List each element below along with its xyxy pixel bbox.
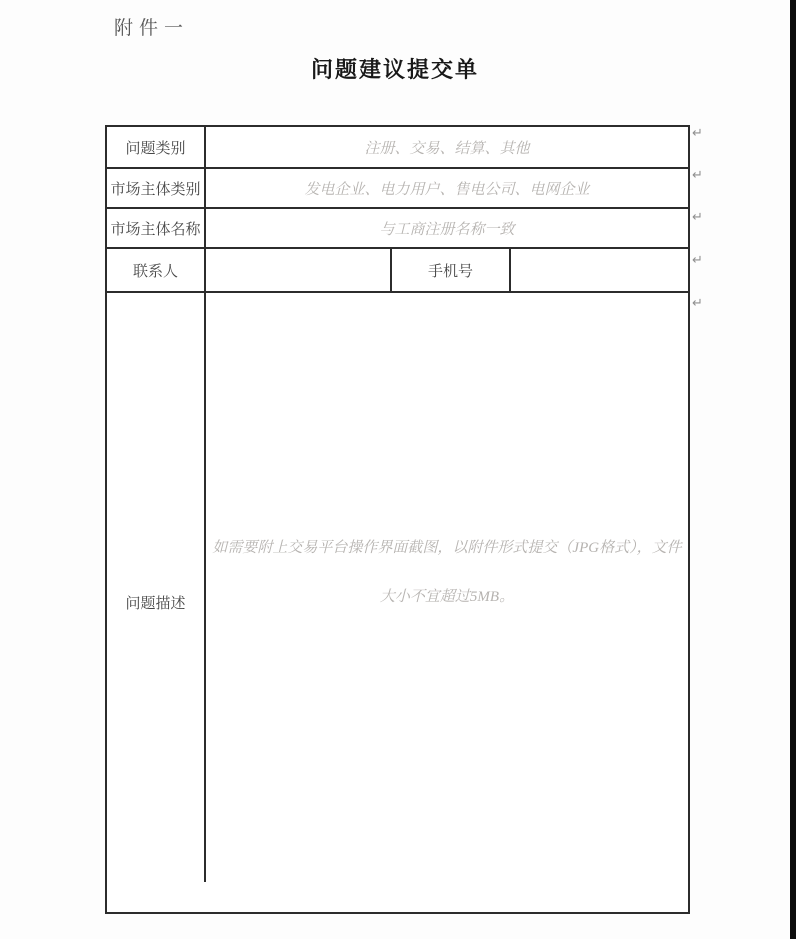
submission-form-table (105, 125, 690, 914)
page-title: 问题建议提交单 (310, 57, 479, 82)
issue-category-label: 问题类别 (125, 140, 186, 157)
paragraph-mark-icon: ↵ (692, 296, 703, 311)
table-row-market-entity-category (107, 167, 688, 207)
market-entity-name-label: 市场主体名称 (110, 221, 201, 238)
market-entity-category-label: 市场主体类别 (110, 181, 201, 198)
attachment-label: 附件一 (114, 18, 190, 39)
paragraph-mark-icon: ↵ (692, 168, 703, 183)
table-row-market-entity-name (107, 207, 688, 247)
table-row-issue-category (107, 127, 688, 167)
screenshot-right-edge-strip (790, 0, 796, 939)
issue-category-value: 注册、交易、结算、其他 (204, 127, 688, 167)
contact-person-label: 联系人 (132, 263, 178, 280)
paragraph-mark-icon: ↵ (692, 253, 703, 268)
paragraph-mark-icon: ↵ (692, 210, 703, 225)
issue-description-value: 如需要附上交易平台操作界面截图，以附件形式提交（JPG格式），文件大小不宜超过5MB。 (204, 263, 688, 882)
issue-description-label: 问题描述 (125, 596, 186, 612)
market-entity-name-value: 与工商注册名称一致 (204, 209, 688, 247)
paragraph-mark-icon: ↵ (692, 126, 703, 141)
phone-number-label: 手机号 (390, 249, 509, 291)
table-row-issue-description (107, 291, 688, 912)
market-entity-category-value: 发电企业、电力用户、售电公司、电网企业 (204, 169, 688, 207)
